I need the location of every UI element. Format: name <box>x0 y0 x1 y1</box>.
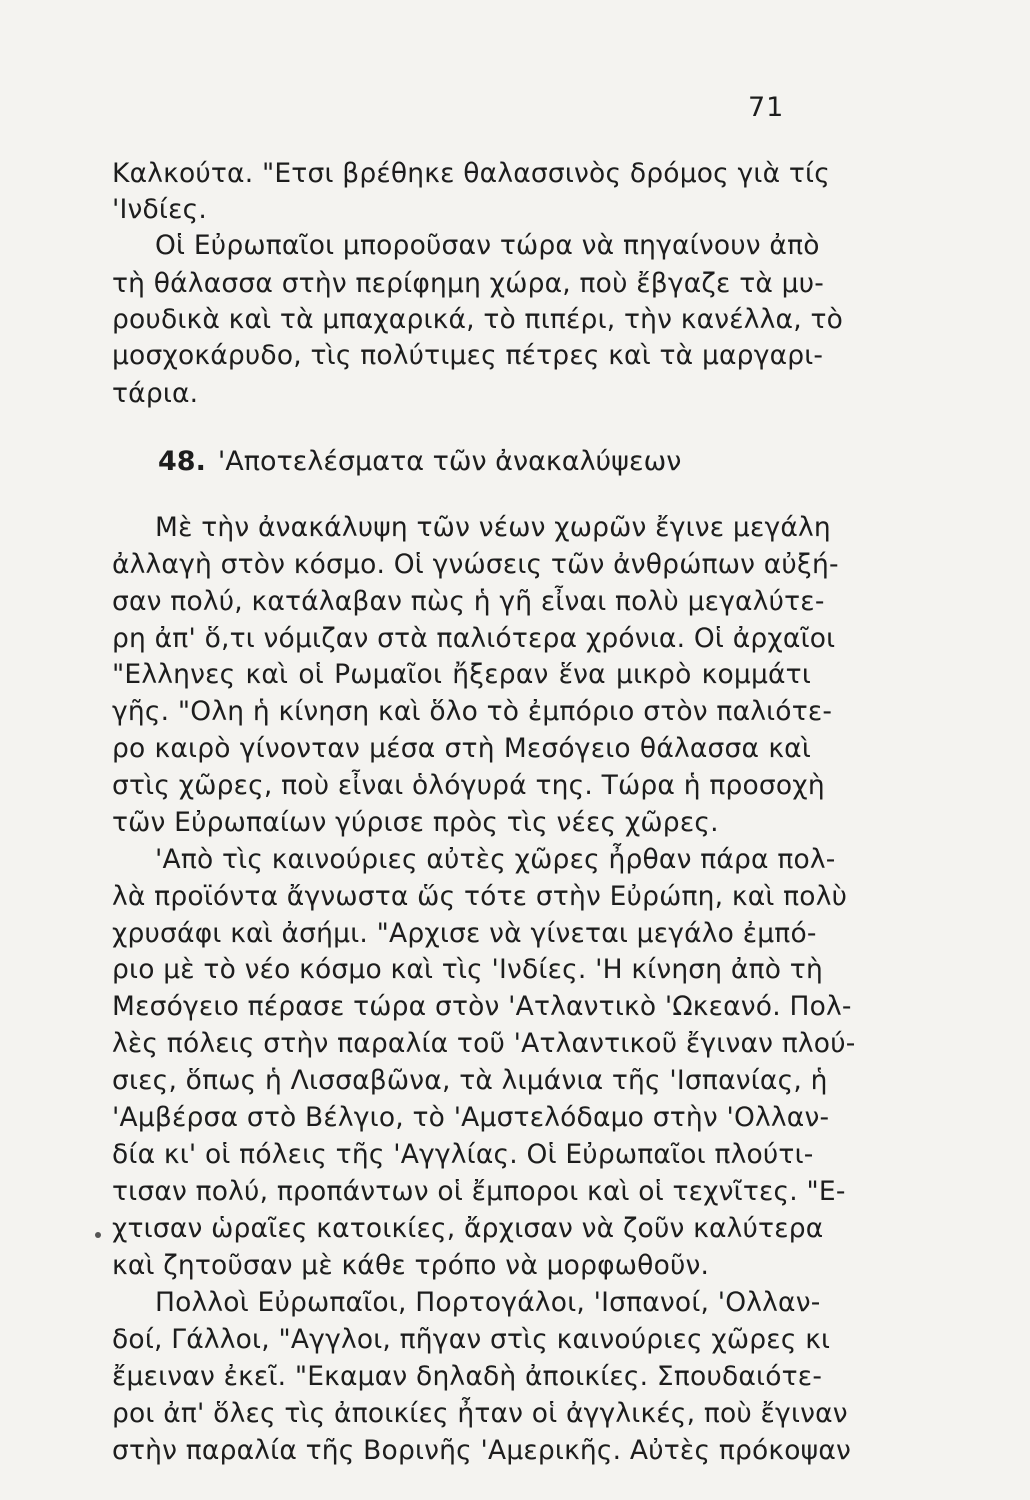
text-line: λὲς πόλεις στὴν παραλία τοῦ 'Ατλαντικοῦ ἔγιναν πλού- <box>112 1028 856 1059</box>
section-title: 'Αποτελέσματα τῶν ἀνακαλύψεων <box>217 446 682 477</box>
section-number: 48. <box>158 446 206 477</box>
text-line: χρυσάφι καὶ ἀσήμι. "Αρχισε νὰ γίνεται μεγάλο ἐμπό- <box>112 918 817 949</box>
text-line: ἀλλαγὴ στὸν κόσμο. Οἱ γνώσεις τῶν ἀνθρώπων αὐξή- <box>112 549 839 580</box>
text-line: ρουδικὰ καὶ τὰ μπαχαρικά, τὸ πιπέρι, τὴν κανέλλα, τὸ <box>112 304 844 335</box>
text-line: "Ελληνες καὶ οἱ Ρωμαῖοι ἤξεραν ἕνα μικρὸ κομμάτι <box>112 659 811 690</box>
text-line: τισαν πολύ, προπάντων οἱ ἔμποροι καὶ οἱ τεχνῖτες. "Ε- <box>112 1176 846 1207</box>
section-heading <box>158 443 681 481</box>
text-line: ροι ἀπ' ὅλες τὶς ἀποικίες ἦταν οἱ ἀγγλικές, ποὺ ἔγιναν <box>112 1398 848 1429</box>
text-line: 'Ινδίες. <box>112 194 207 225</box>
text-line: ἔμειναν ἐκεῖ. "Εκαμαν δηλαδὴ ἀποικίες. Σπουδαιότε- <box>112 1361 823 1392</box>
margin-speck <box>95 1232 101 1238</box>
text-line: Πολλοὶ Εὐρωπαῖοι, Πορτογάλοι, 'Ισπανοί, 'Ολλαν- <box>155 1287 821 1318</box>
text-line: 'Αμβέρσα στὸ Βέλγιο, τὸ 'Αμστελόδαμο στὴν 'Ολλαν- <box>112 1102 830 1133</box>
text-line: τάρια. <box>112 378 199 409</box>
text-line: ριο μὲ τὸ νέο κόσμο καὶ τὶς 'Ινδίες. 'Η κίνηση ἀπὸ τὴ <box>112 954 823 985</box>
text-line: σαν πολύ, κατάλαβαν πὼς ἡ γῆ εἶναι πολὺ μεγαλύτε- <box>112 586 825 617</box>
text-line: ρο καιρὸ γίνονταν μέσα στὴ Μεσόγειο θάλασσα καὶ <box>112 733 811 764</box>
text-line: τῶν Εὐρωπαίων γύρισε πρὸς τὶς νέες χῶρες. <box>112 807 719 838</box>
text-line: τὴ θάλασσα στὴν περίφημη χώρα, ποὺ ἔβγαζε τὰ μυ- <box>112 268 824 299</box>
text-line: μοσχοκάρυδο, τὶς πολύτιμες πέτρες καὶ τὰ μαργαρι- <box>112 340 824 371</box>
text-line: 'Απὸ τὶς καινούριες αὐτὲς χῶρες ἦρθαν πάρα πολ- <box>155 844 836 875</box>
text-line: στὶς χῶρες, ποὺ εἶναι ὁλόγυρά της. Τώρα ἡ προσοχὴ <box>112 770 825 801</box>
text-line: δία κι' οἱ πόλεις τῆς 'Αγγλίας. Οἱ Εὐρωπαῖοι πλούτι- <box>112 1139 814 1170</box>
page-number: 71 <box>748 92 785 123</box>
text-line: Καλκούτα. "Ετσι βρέθηκε θαλασσινὸς δρόμος γιὰ τίς <box>112 158 830 189</box>
text-line: σιες, ὅπως ἡ Λισσαβῶνα, τὰ λιμάνια τῆς 'Ισπανίας, ἡ <box>112 1065 828 1096</box>
text-line: χτισαν ὡραῖες κατοικίες, ἄρχισαν νὰ ζοῦν καλύτερα <box>112 1213 824 1244</box>
text-line: Οἱ Εὐρωπαῖοι μποροῦσαν τώρα νὰ πηγαίνουν ἀπὸ <box>155 230 820 261</box>
text-line: γῆς. "Ολη ἡ κίνηση καὶ ὅλο τὸ ἐμπόριο στὸν παλιότε- <box>112 696 833 727</box>
text-line: δοί, Γάλλοι, "Αγγλοι, πῆγαν στὶς καινούριες χῶρες κι <box>112 1324 831 1355</box>
text-line: στὴν παραλία τῆς Βορινῆς 'Αμερικῆς. Αὐτὲς πρόκοψαν <box>112 1435 851 1466</box>
text-line: Μὲ τὴν ἀνακάλυψη τῶν νέων χωρῶν ἔγινε μεγάλη <box>155 512 831 543</box>
text-line: καὶ ζητοῦσαν μὲ κάθε τρόπο νὰ μορφωθοῦν. <box>112 1250 710 1281</box>
text-line: Μεσόγειο πέρασε τώρα στὸν 'Ατλαντικὸ 'Ωκεανό. Πολ- <box>112 991 852 1022</box>
text-line: ρη ἀπ' ὅ,τι νόμιζαν στὰ παλιότερα χρόνια. Οἱ ἀρχαῖοι <box>112 623 836 654</box>
text-line: λὰ προϊόντα ἄγνωστα ὥς τότε στὴν Εὐρώπη, καὶ πολὺ <box>112 881 848 912</box>
